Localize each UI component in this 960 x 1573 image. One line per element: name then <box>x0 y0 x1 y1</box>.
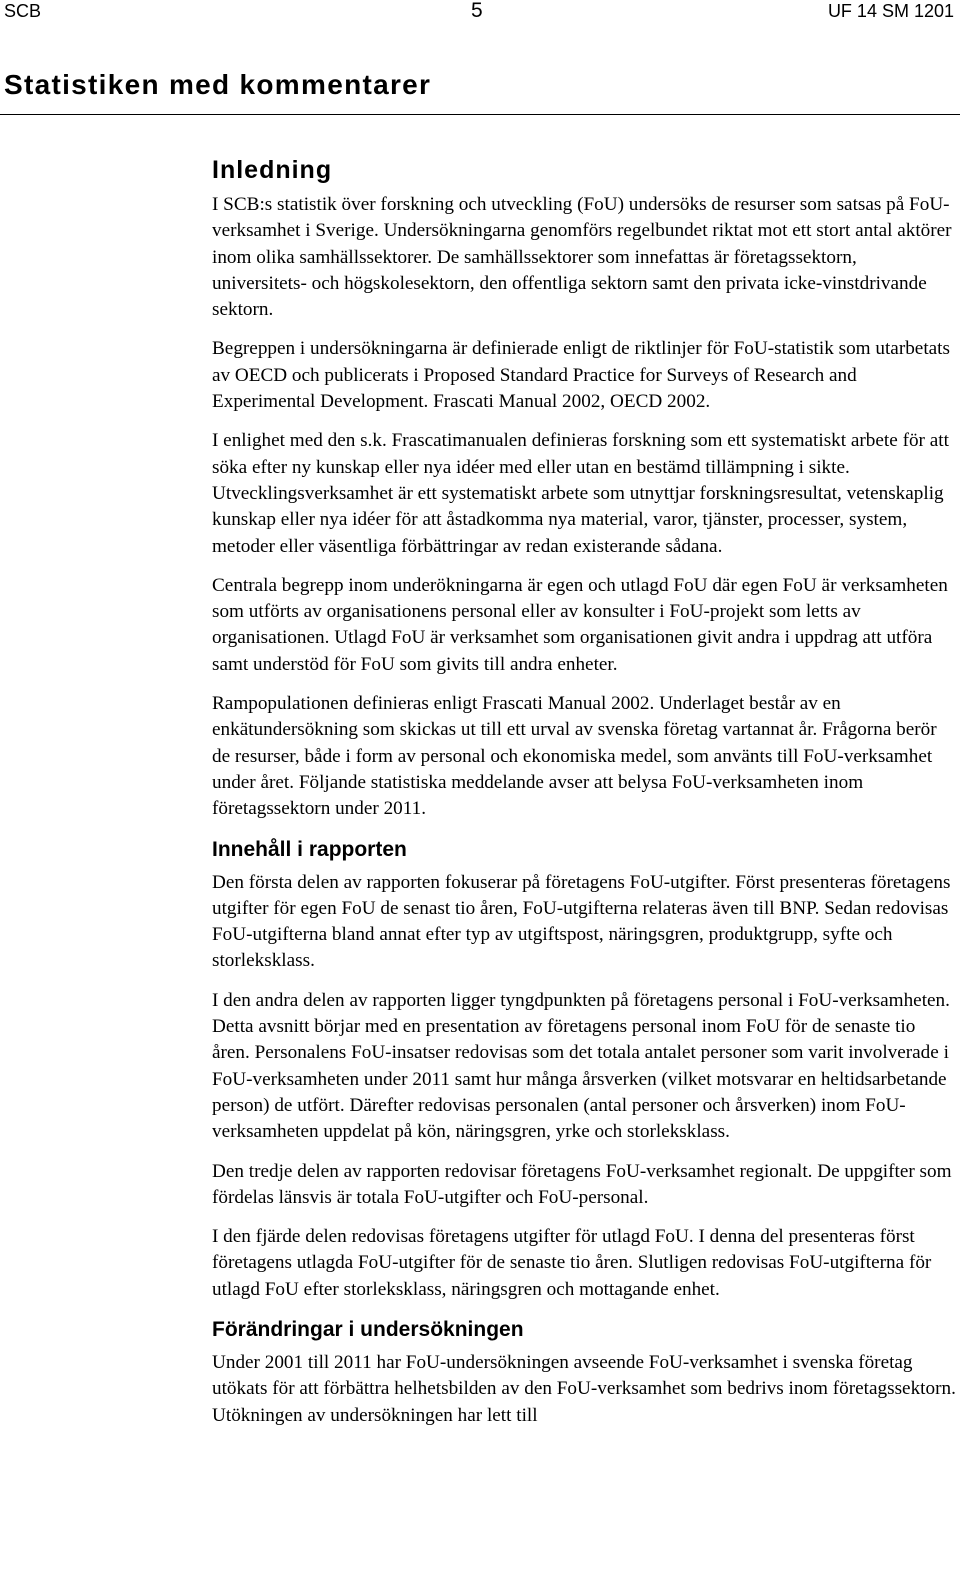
paragraph: Begreppen i undersökningarna är definierade enligt de riktlinjer för FoU-statistik som utarbetats av OECD och publicerats i Proposed Standard Practice for Surveys of Research and Experimental Development. Frascati Manual 2002, OECD 2002. <box>212 338 950 413</box>
section-title-innehall: Innehåll i rapporten <box>212 837 407 861</box>
paragraph: I den andra delen av rapporten ligger tyngdpunkten på företagens personal i FoU-verksamheten. Detta avsnitt börjar med en presentation av företagens personal inom FoU för de senaste tio åren. Personalens FoU-insatser redovisas som det totala antalet personer som varit involverade i FoU-verksamheten under 2011 samt hur många årsverken (vilket motsvarar en heltidsarbetande person) de utfört. Därefter redovisas personalen (antal personer och årsverken) inom FoU-verksamheten uppdelat på kön, näringsgren, yrke och storleksklass. <box>212 989 950 1143</box>
paragraph: I enlighet med den s.k. Frascatimanualen definieras forskning som ett systematiskt arbete för att söka efter ny kunskap eller nya idéer med eller utan en bestämd tillämpning i sikte. Utvecklingsverksamhet är ett systematiskt arbete som utnyttjar forskningsresultat, vetenskaplig kunskap eller nya idéer för att åstadkomma nya material, varor, tjänster, processer, system, metoder eller väsentliga förbättringar av redan existerande sådana. <box>212 430 949 557</box>
paragraph: Den tredje delen av rapporten redovisar företagens FoU-verksamhet regionalt. De uppgifter som fördelas länsvis är totala FoU-utgifter och FoU-personal. <box>212 1160 952 1208</box>
chapter-title: Statistiken med kommentarer <box>4 69 432 100</box>
section-title-forandringar: Förändringar i undersökningen <box>212 1317 524 1341</box>
paragraph: Centrala begrepp inom underökningarna är egen och utlagd FoU där egen FoU är verksamheten som utförts av organisationens personal eller av konsulter i FoU-projekt som letts av organisationen. Utlagd FoU är verksamhet som organisationen givit andra i uppdrag att utföra samt understöd för FoU som givits till andra enheter. <box>212 574 948 675</box>
page-number: 5 <box>471 0 483 22</box>
paragraph: Rampopulationen definieras enligt Frascati Manual 2002. Underlaget består av en enkätundersökning som skickas ut till ett urval av svenska företag vartannat år. Frågorna berör de resurser, både i form av personal och ekonomiska medel, som använts till FoU-verksamhet under året. Följande statistiska meddelande avser att belysa FoU-verksamheten inom företagssektorn under 2011. <box>212 693 937 820</box>
header-report-id: UF 14 SM 1201 <box>827 1 954 21</box>
section-forandringar <box>212 1316 956 1429</box>
section-inledning <box>212 152 956 823</box>
paragraph: I den fjärde delen redovisas företagens utgifter för utlagd FoU. I denna del presenteras först företagens utlagda FoU-utgifter för de senaste tio åren. Slutligen redovisas FoU-utgifterna för utlagd FoU efter storleksklass, näringsgren och mottagande enhet. <box>212 1226 932 1300</box>
paragraph: I SCB:s statistik över forskning och utveckling (FoU) undersöks de resurser som satsas på FoU-verksamhet i Sverige. Undersökningarna genomförs regelbundet riktat mot ett stort antal aktörer inom olika samhällssektorer. De samhällssektorer som innefattas är företagssektorn, universitets- och högskolesektorn, den offentliga sektorn samt den privata icke-vinstdrivande sektorn. <box>212 194 952 321</box>
main-content <box>212 152 956 1442</box>
paragraph: Under 2001 till 2011 har FoU-undersökningen avseende FoU-verksamhet i svenska företag utökats för att förbättra helhetsbilden av den FoU-verksamhet som bedrivs inom företagssektorn. Utökningen av undersökningen har lett till <box>212 1351 956 1426</box>
header-publisher: SCB <box>4 1 42 21</box>
section-title-inledning: Inledning <box>212 156 333 184</box>
section-innehall <box>212 836 956 1303</box>
title-divider <box>0 114 960 115</box>
paragraph: Den första delen av rapporten fokuserar på företagens FoU-utgifter. Först presenteras företagens utgifter för egen FoU de senast tio åren, FoU-utgifterna relateras även till BNP. Sedan redovisas FoU-utgifterna bland annat efter typ av utgiftspost, näringsgren, produktgrupp, syfte och storleksklass. <box>212 871 951 972</box>
running-header <box>0 0 960 24</box>
